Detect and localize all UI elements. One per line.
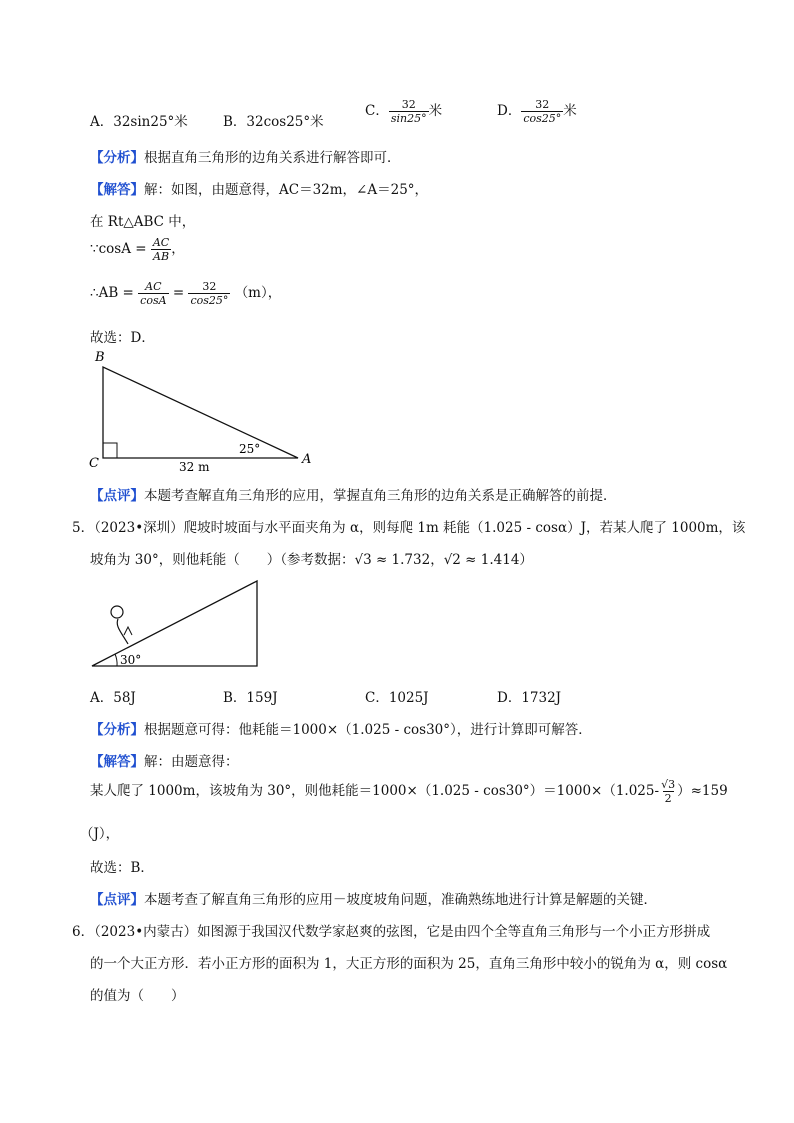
q4-cos-den: AB [153,250,170,263]
q4-option-d [497,98,577,125]
arrow-icon [124,627,132,635]
q5-calc-den: 2 [664,792,672,805]
q4-option-b: B．32cos25°米 [223,114,324,130]
comment-tag: 【点评】 [90,892,144,908]
q4-option-d-den: cos25° [523,112,562,125]
slope-angle-label: 30° [120,653,142,667]
q4-choice: 故选：D． [90,330,155,346]
q4-option-d-num: 32 [535,98,550,111]
q4-solution-text1: 解：如图，由题意得，AC＝32m，∠A＝25°， [144,182,429,198]
vertex-c-label: C [89,456,99,471]
q4-ab-num2: 32 [202,280,217,293]
q5-option-b: B．159J [223,690,278,706]
q4-triangle-figure [85,345,325,475]
vertex-b-label: B [95,350,105,365]
q5-analysis-text: 根据题意可得：他耗能＝1000×（1.025 - cos30°），进行计算即可解答． [144,722,592,738]
solution-tag: 【解答】 [90,754,144,770]
q4-solution-line1 [90,178,428,198]
q4-comment-text: 本题考查解直角三角形的应用，掌握直角三角形的边角关系是正确解答的前提． [144,488,617,504]
q4-ab-den2: cos25° [190,294,229,307]
q5-calc-fraction [659,778,677,805]
q4-comment [90,484,617,504]
q4-ab-suffix: （m）， [234,285,282,301]
q4-option-d-label: D． [497,103,522,119]
q4-cos-prefix: ∵cosA = [90,241,147,257]
comment-tag: 【点评】 [90,488,144,504]
q4-option-c-num: 32 [401,98,416,111]
q4-option-c-unit: 米 [428,103,443,119]
q4-cos-suffix: ， [171,241,185,257]
q4-ab-num1: AC [145,280,162,293]
q4-ab-fraction2 [188,280,230,307]
q5-calc-text: 某人爬了 1000m，该坡角为 30°，则他耗能＝1000×（1.025 - cos30°）＝1000×（1.025- [90,783,660,799]
q5-stem-line1: 5．（2023•深圳）爬坡时坡面与水平面夹角为 α，则每爬 1m 耗能（1.025 - cosα）J，若某人爬了 1000m，该 [72,520,746,536]
q4-option-c-label: C． [365,103,389,119]
triangle-shape [103,367,298,458]
q5-stem-line2: 坡角为 30°，则他耗能（ ）（参考数据：√3 ≈ 1.732，√2 ≈ 1.414） [90,552,533,568]
vertex-a-label: A [302,452,312,467]
q5-calc-num: √3 [661,778,676,791]
q4-solution-line2: 在 Rt△ABC 中， [90,214,196,230]
q4-ab-prefix: ∴AB = [90,285,134,301]
q5-choice: 故选：B． [90,860,154,876]
solution-tag: 【解答】 [90,182,144,198]
q5-solution-text1: 解：由题意得： [144,754,239,770]
q4-option-d-unit: 米 [563,103,577,119]
q5-slope-figure [88,578,268,670]
q5-comment-text: 本题考查了解直角三角形的应用－坡度坡角问题，准确熟练地进行计算是解题的关键． [144,892,657,908]
person-head-icon [111,606,123,618]
q5-comment [90,888,657,908]
q5-solution-line1 [90,750,239,770]
q4-ab-eq: = [172,285,185,301]
q6-stem-line1: 6．（2023•内蒙古）如图源于我国汉代数学家赵爽的弦图，它是由四个全等直角三角形与一个小正方形拼成 [72,924,711,940]
q4-option-c [365,98,442,125]
q4-option-c-fraction [389,98,429,125]
angle-arc [115,654,117,666]
q4-ab-fraction1 [138,280,168,307]
side-label: 32 m [179,460,210,474]
analysis-tag: 【分析】 [90,722,144,738]
angle-label: 25° [239,442,261,456]
q4-ab-equation [90,280,281,307]
q5-option-a: A．58J [90,690,136,706]
q4-cos-num: AC [152,236,170,249]
analysis-tag: 【分析】 [90,150,144,166]
q4-option-a: A．32sin25°米 [90,114,188,130]
q5-calc-unit: （J）， [80,826,120,842]
right-angle-mark [103,443,117,458]
q4-option-d-fraction [521,98,563,125]
q6-stem-line3: 的值为（ ） [90,988,185,1004]
q5-calc-tail: ）≈159 [677,783,728,799]
q6-stem-line2: 的一个大正方形．若小正方形的面积为 1，大正方形的面积为 25，直角三角形中较小的锐角为 α，则 cosα [90,956,728,972]
q4-cos-fraction [151,236,171,263]
q4-cos-equation [90,236,185,263]
q4-analysis-text: 根据直角三角形的边角关系进行解答即可． [144,150,401,166]
q4-ab-den1: cosA [140,294,167,307]
q5-option-c: C．1025J [365,690,429,706]
q5-calc-line [90,778,728,805]
q4-option-c-den: sin25° [390,112,427,125]
q4-analysis [90,146,401,166]
person-body-icon [117,619,128,644]
q5-analysis [90,718,592,738]
q5-option-d: D．1732J [497,690,562,706]
